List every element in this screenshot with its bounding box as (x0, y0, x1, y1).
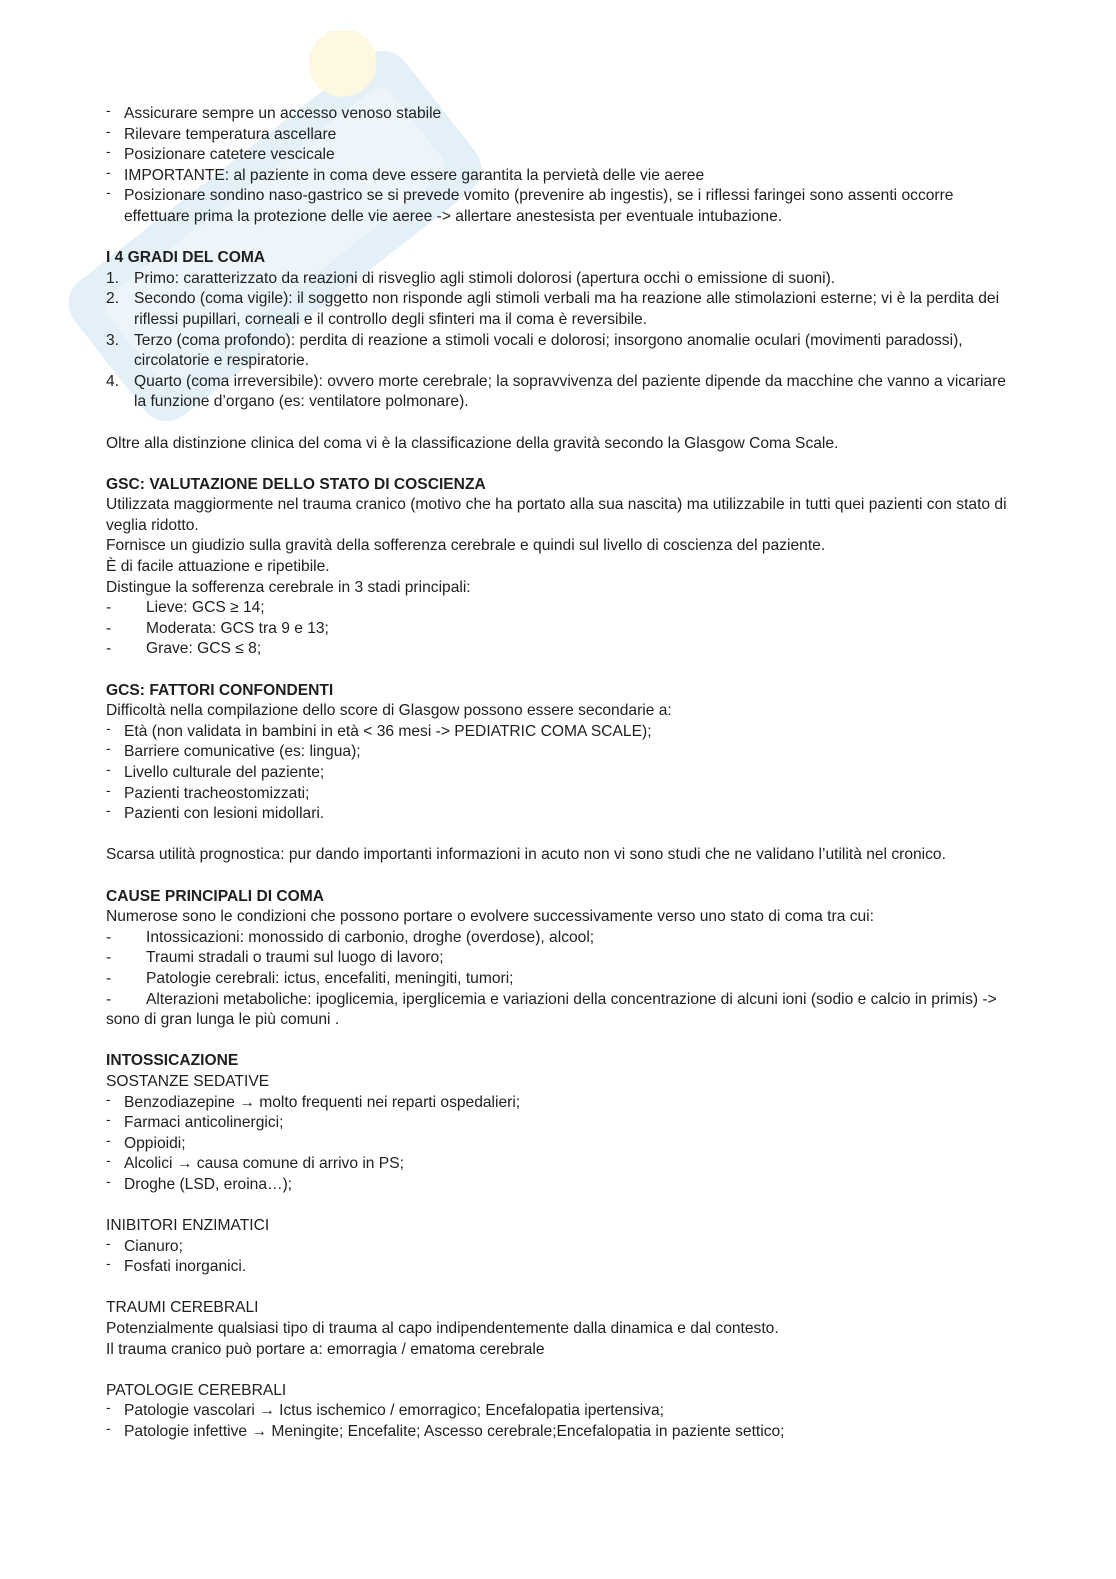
list-item: - Traumi stradali o traumi sul luogo di lavoro; (106, 949, 444, 967)
gradi-list (106, 269, 1011, 413)
section-heading-gsc: GSC: VALUTAZIONE DELLO STATO DI COSCIENZA (106, 475, 486, 493)
list-item: - Patologie cerebrali: ictus, encefaliti, meningiti, tumori; (106, 969, 514, 987)
list-item: 1. Primo: caratterizzato da reazioni di risveglio agli stimoli dolorosi (apertura occhi o emissione di suoni). (106, 269, 836, 287)
subheading-inibitori: INIBITORI ENZIMATICI (106, 1217, 270, 1235)
section-heading-fattori: GCS: FATTORI CONFONDENTI (106, 681, 334, 699)
list-item: ‐ Pazienti con lesioni midollari. (106, 802, 325, 823)
fattori-note: Scarsa utilità prognostica: pur dando importanti informazioni in acuto non vi sono studi che ne validano l’utilità nel cronico. (106, 846, 946, 864)
cause-list (106, 928, 1011, 1031)
subheading-sedative: SOSTANZE SEDATIVE (106, 1072, 270, 1090)
list-item: ‐ IMPORTANTE: al paziente in coma deve essere garantita la pervietà delle vie aeree (106, 163, 705, 184)
list-item: - Alterazioni metaboliche: ipoglicemia, iperglicemia e variazioni della concentrazione di alcuni ioni (sodio e calcio in primis) -> sono di gran lunga le più comuni . (106, 990, 997, 1029)
subheading-patologie: PATOLOGIE CEREBRALI (106, 1381, 287, 1399)
patologie-list (106, 1401, 1011, 1442)
list-item: ‐ Fosfati inorganici. (106, 1255, 247, 1276)
gsc-stages-list (106, 598, 1011, 660)
subheading-traumi: TRAUMI CEREBRALI (106, 1299, 259, 1317)
list-item: - Intossicazioni: monossido di carbonio, droghe (overdose), alcool; (106, 928, 595, 946)
list-item: ‐ Cianuro; (106, 1234, 183, 1255)
paragraph: Potenzialmente qualsiasi tipo di trauma al capo indipendentemente dalla dinamica e dal contesto. (106, 1320, 779, 1338)
list-item: ‐ Oppioidi; (106, 1131, 186, 1152)
list-item: - Grave: GCS ≤ 8; (106, 640, 262, 658)
gradi-note: Oltre alla distinzione clinica del coma vi è la classificazione della gravità secondo la Glasgow Coma Scale. (106, 434, 839, 452)
paragraph: Numerose sono le condizioni che possono portare o evolvere successivamente verso uno stato di coma tra cui: (106, 908, 874, 926)
section-heading-gradi: I 4 GRADI DEL COMA (106, 249, 266, 267)
section-heading-intossicazione: INTOSSICAZIONE (106, 1052, 239, 1070)
fattori-list (106, 719, 1011, 825)
inibitori-list (106, 1234, 1011, 1278)
list-item: ‐ Barriere comunicative (es: lingua); (106, 740, 361, 761)
list-item: ‐ Pazienti tracheostomizzati; (106, 781, 310, 802)
list-item: ‐ Benzodiazepine → molto frequenti nei reparti ospedalieri; (106, 1090, 521, 1111)
list-item: ‐ Alcolici → causa comune di arrivo in PS; (106, 1152, 404, 1173)
paragraph: Distingue la sofferenza cerebrale in 3 stadi principali: (106, 578, 471, 596)
list-item: 4. Quarto (coma irreversibile): ovvero morte cerebrale; la sopravvivenza del paziente dipende da macchine che vanno a vicariare la funzione d’organo (es: ventilatore polmonare). (106, 372, 1006, 411)
list-item: - Lieve: GCS ≥ 14; (106, 599, 265, 617)
paragraph: Difficoltà nella compilazione dello score di Glasgow possono essere secondarie a: (106, 702, 672, 720)
list-item: ‐ Posizionare catetere vescicale (106, 143, 335, 164)
paragraph: Utilizzata maggiormente nel trauma cranico (motivo che ha portato alla sua nascita) ma utilizzabile in tutti quei pazienti con stato di veglia ridotto. (106, 496, 1007, 534)
list-item: ‐ Posizionare sondino naso-gastrico se si prevede vomito (prevenire ab ingestis), se i riflessi faringei sono assenti occorre effettuare prima la protezione delle vie aeree -> allertare anestesista per eventuale intubazione. (106, 184, 954, 225)
paragraph: È di facile attuazione e ripetibile. (106, 558, 330, 576)
list-item: ‐ Patologie infettive → Meningite; Encefalite; Ascesso cerebrale;Encefalopatia in paziente settico; (106, 1420, 785, 1440)
list-item: ‐ Patologie vascolari → Ictus ischemico / emorragico; Encefalopatia ipertensiva; (106, 1399, 664, 1420)
top-list (106, 104, 1011, 228)
list-item: 3. Terzo (coma profondo): perdita di reazione a stimoli vocali e dolorosi; insorgono anomalie oculari (movimenti paradossi), circolatorie e respiratorie. (106, 331, 963, 370)
list-item: ‐ Assicurare sempre un accesso venoso stabile (106, 102, 442, 122)
list-item: ‐ Età (non validata in bambini in età < 36 mesi -> PEDIATRIC COMA SCALE); (106, 719, 652, 740)
sedative-list (106, 1090, 1011, 1196)
list-item: ‐ Farmaci anticolinergici; (106, 1111, 284, 1132)
list-item: ‐ Livello culturale del paziente; (106, 761, 325, 781)
section-heading-cause: CAUSE PRINCIPALI DI COMA (106, 887, 325, 905)
list-item: - Moderata: GCS tra 9 e 13; (106, 619, 329, 637)
list-item: ‐ Rilevare temperatura ascellare (106, 122, 337, 143)
paragraph: Il trauma cranico può portare a: emorragia / ematoma cerebrale (106, 1340, 545, 1358)
document-page (106, 104, 1011, 1443)
list-item: 2. Secondo (coma vigile): il soggetto non risponde agli stimoli verbali ma ha reazione alle stimolazioni esterne; vi è la perdita dei riflessi pupillari, corneali e il controllo degli sfinteri ma il coma è reversibile. (106, 290, 1000, 328)
paragraph: Fornisce un giudizio sulla gravità della sofferenza cerebrale e quindi sul livello di coscienza del paziente. (106, 537, 826, 555)
list-item: ‐ Droghe (LSD, eroina…); (106, 1172, 293, 1193)
